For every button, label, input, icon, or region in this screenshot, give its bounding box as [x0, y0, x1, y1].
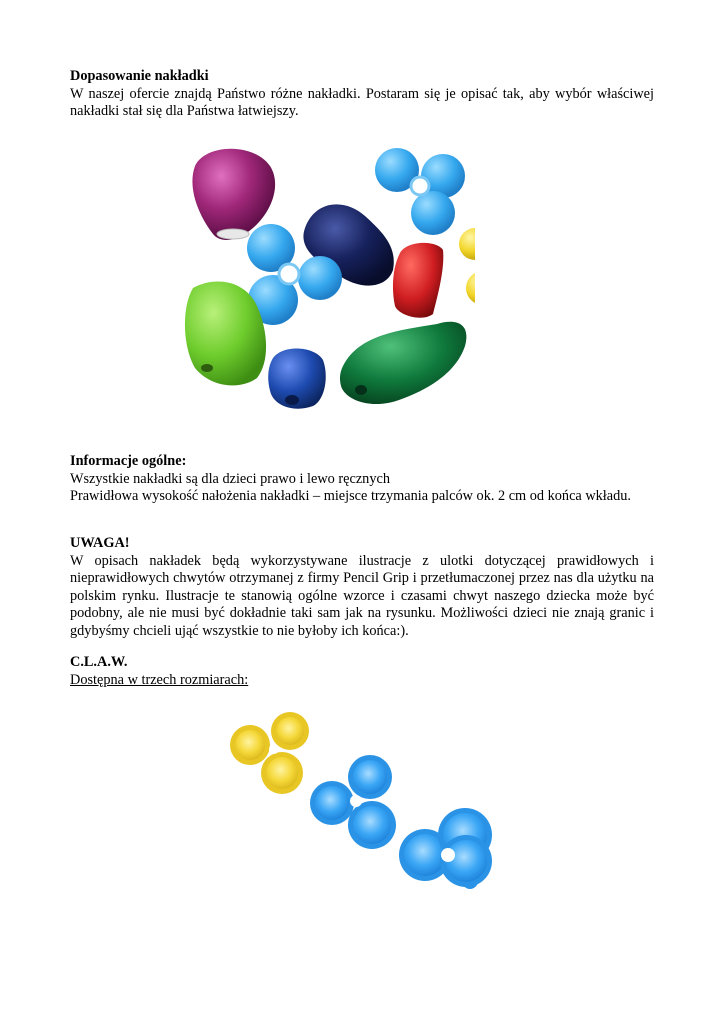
blue-triple-grip-top: [375, 148, 465, 235]
claw-illustration: [220, 705, 510, 890]
yellow-triple-grip: [459, 228, 475, 305]
general-info-section: [70, 453, 654, 506]
claw-section: [70, 654, 654, 689]
general-info-line1: Wszystkie nakładki są dla dzieci prawo i lewo ręcznych: [70, 470, 390, 487]
warning-section: [70, 535, 654, 640]
red-grip: [393, 243, 443, 318]
grips-illustration: [175, 138, 475, 418]
intro-text: W naszej ofercie znajdą Państwo różne nakładki. Postaram się je opisać tak, aby wybór właściwej nakładki stał się dla Państwa łatwiejszy.: [70, 85, 654, 119]
claw-medium-blue: [310, 755, 396, 849]
dark-green-grip: [340, 322, 466, 404]
general-info-line2: Prawidłowa wysokość nałożenia nakładki – miejsce trzymania palców ok. 2 cm od końca wkładu.: [70, 488, 631, 504]
claw-small-yellow: [230, 712, 309, 794]
intro-heading: Dopasowanie nakładki: [70, 68, 209, 84]
general-info-heading: Informacje ogólne:: [70, 453, 187, 469]
claw-subheading: Dostępna w trzech rozmiarach:: [70, 671, 249, 688]
claw-photo: [220, 705, 510, 890]
intro-section: [70, 68, 654, 121]
royal-blue-grip: [268, 348, 326, 408]
claw-heading: C.L.A.W.: [70, 654, 128, 670]
warning-heading: UWAGA!: [70, 535, 130, 551]
grips-photo: [175, 138, 475, 418]
claw-large-blue: [399, 808, 492, 889]
warning-text: W opisach nakładek będą wykorzystywane ilustracje z ulotki dotyczącej prawidłowych i nieprawidłowych chwytów otrzymanej z firmy Pencil Grip i przetłumaczonej przez nas dla użytku na polskim rynku. Ilustracje te stanowią ogólne wzorce i czasami chwyt naszego dziecka może być podobny, ale nie musi być dokładnie taki sam jak na rysunku. Możliwości dzieci nie znają granic i gdybyśmy chcieli ująć wszystkie to nie byłoby ich końca:).: [70, 552, 654, 639]
